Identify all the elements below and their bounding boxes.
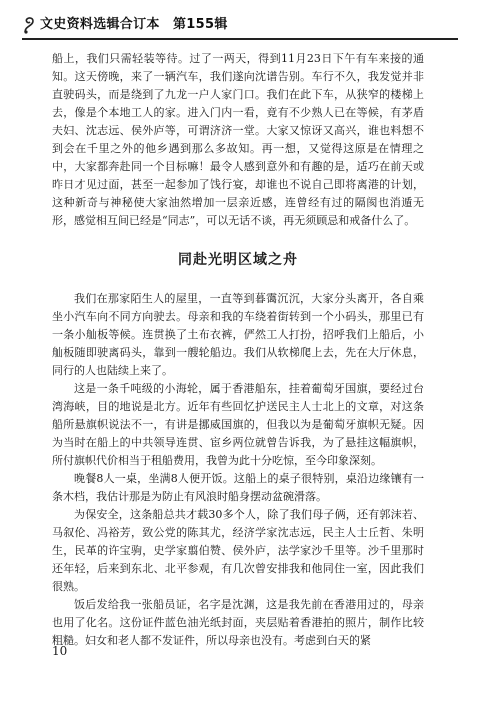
- body-paragraph: 为保安全，这条船总共才载30多个人，除了我们母子俩，还有郭沫若、马叙伦、冯裕芳，致公党的陈其尤，经济学家沈志远，民主人士丘哲、朱明生，民革的许宝驹，史学家翦伯赞、侯外庐，法学家沙千里等。沙千里那时还年轻，后来到东北、北平参观，有几次曾安排我和他同住一室，因此我们很熟。: [52, 508, 424, 593]
- header-rule: [22, 38, 458, 40]
- body-paragraph: 饭后发给我一张船员证，名字是沈渊，这是我先前在香港用过的，母亲也用了化名。这份证件蓝色油光纸封面，夹层贴着香港拍的照片，制作比较粗糙。妇女和老人都不发证件，所以母亲也没有。考虑到白天的紧: [52, 598, 424, 647]
- page-number: 10: [52, 644, 68, 658]
- body-paragraph: 晚餐8人一桌，坐满8人便开饭。这船上的桌子很特别，桌沿边缘镶有一条木档，我估计那是为防止有风浪时船身摆动盆碗滑落。: [52, 472, 424, 503]
- body-paragraph: 这是一条千吨级的小海轮，属于香港船东，挂着葡萄牙国旗，要经过台湾海峡，目的地说是北方。近年有些回忆护送民主人士北上的文章，对这条船所悬旗帜说法不一，有讲是挪威国旗的，但我以为是葡萄牙旗帜无疑。因为当时在船上的中共领导连贯、宦乡两位就曾告诉我，为了悬挂这幅旗帜，所付旗帜代价相当于租船费用，我曾为此十分吃惊，至今印象深刻。: [52, 382, 424, 467]
- ornament-icon: [22, 16, 36, 34]
- section-title: 同赴光明区域之舟: [178, 252, 298, 268]
- continued-paragraph: 船上，我们只需轻装等待。过了一两天，得到11月23日下午有车来接的通知。这天傍晚，来了一辆汽车，我们遂向沈谱告别。车行不久，我发觉并非直驶码头，而是绕到了九龙一户人家门口。我们在此下车，从狭窄的楼梯上去，像是个本地工人的家。进入门内一看，竟有不少熟人已在等候，有茅盾夫妇、沈志远、侯外庐等，可谓济济一堂。大家又惊讶又高兴，谁也料想不到会在千里之外的他乡遇到那么多故知。再一想，又觉得这原是在情理之中，大家都奔赴同一个目标嘛！最令人感到意外和有趣的是，适巧在前天或昨日才见过面，甚至一起参加了饯行宴，却谁也不说自己即将离港的计划，这种新奇与神秘使大家油然增加一层亲近感，连曾经有过的隔阂也消遁无形，感觉相互间已经是“同志”，可以无话不谈，再无须顾忌和戒备什么了。: [52, 52, 424, 227]
- section-body: [52, 290, 424, 650]
- continued-text: [52, 50, 424, 230]
- running-header: [22, 14, 458, 38]
- body-paragraph: 我们在那家陌生人的屋里，一直等到暮霭沉沉，大家分头离开，各自乘坐小汽车向不同方向驶去。母亲和我的车绕着街转到一个小码头，那里已有一条小舢板等候。连贯换了土布衣裤，俨然工人打扮，招呼我们上船后，小舢板随即驶离码头，靠到一艘轮船边。我们从软梯爬上去，先在大厅休息，同行的人也陆续上来了。: [52, 292, 424, 377]
- book-title: 文史资料选辑合订本 第155辑: [40, 17, 228, 32]
